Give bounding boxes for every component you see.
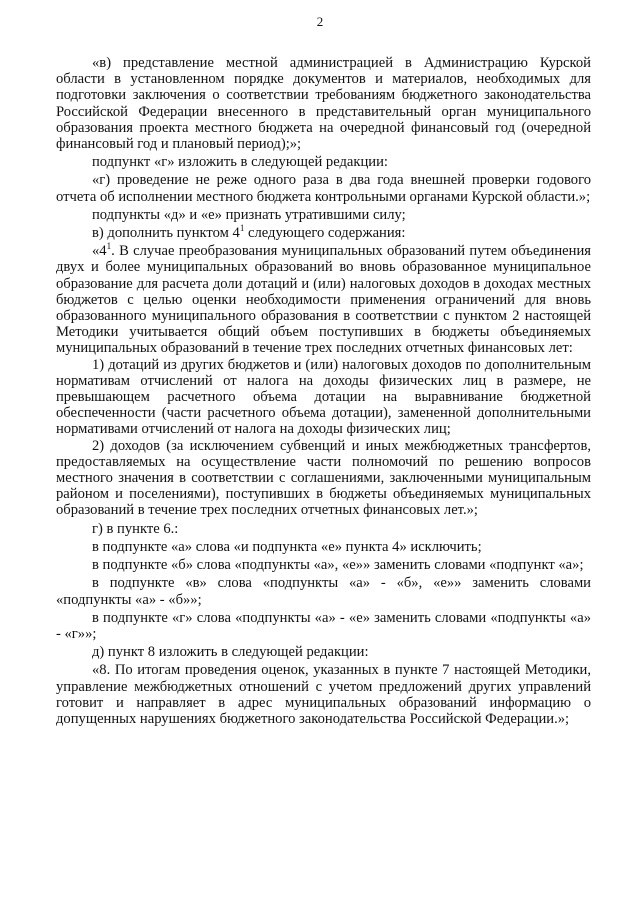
- paragraph-list-item-2: 2) доходов (за исключением субвенций и иных межбюджетных трансфертов, предоставляемых на осуществление части полномочий по решению вопросов местного значения в соответствии с соглашениями, заключенными муниципальным районом и поселениями), поступивших в бюджеты объединяемых муниципальных образований в течение трех последних отчетных финансовых лет.»;: [56, 437, 591, 519]
- paragraph-item-4-1-text: [56, 243, 591, 356]
- paragraph-item-g-in-point-6: г) в пункте 6.:: [92, 520, 179, 537]
- paragraph-subitem-g-instruction: подпункт «г» изложить в следующей редакции:: [92, 154, 388, 171]
- document-body: [56, 55, 591, 727]
- paragraph-point-8-text: «8. По итогам проведения оценок, указанных в пункте 7 настоящей Методики, управление межбюджетных отношений с учетом предложений других управлений готовит и направляет в адрес муниципальных образований информацию о допущенных нарушениях бюджетного законодательства Российской Федерации.»;: [56, 662, 591, 727]
- text-fragment: . В случае преобразования муниципальных образований путем объединения двух и более муниципальных образований во вновь образованное муниципальное образование для расчета доли дотаций и (или) налоговых доходов в доходах местных бюджетов с целью оценки необходимости применения ограничений для вновь образованного муниципального образования в соответствии с пунктом 2 настоящей Методики учитывается общий объем поступивших в бюджеты объединяемых муниципальных образований в течение трех последних отчетных финансовых лет:: [56, 243, 591, 357]
- paragraph-add-item-4-1: [56, 225, 591, 241]
- text-fragment: «4: [92, 243, 107, 260]
- text-fragment: в) дополнить пунктом 4: [92, 225, 240, 242]
- paragraph-list-item-1: 1) дотаций из других бюджетов и (или) налоговых доходов по дополнительным нормативам отчислений от налога на доходы физических лиц в размере, не превышающем расчетного объема дотации на выравнивание бюджетной обеспеченности (части расчетного объема дотации), замененной дополнительными нормативами отчислений от налога на доходы физических лиц;: [56, 356, 591, 438]
- superscript: 1: [106, 241, 112, 252]
- paragraph-amend-subitem-a: в подпункте «а» слова «и подпункта «е» пункта 4» исключить;: [92, 538, 482, 555]
- paragraph-item-d-point-8: д) пункт 8 изложить в следующей редакции:: [92, 644, 369, 661]
- text-fragment: следующего содержания:: [244, 225, 406, 242]
- paragraph-subitems-d-e-repeal: подпункты «д» и «е» признать утратившими силу;: [92, 206, 406, 223]
- paragraph-subitem-g-text: «г) проведение не реже одного раза в два года внешней проверки годового отчета об исполнении местного бюджета контрольными органами Курской области.»;: [56, 172, 591, 205]
- page-number: 2: [316, 14, 324, 29]
- paragraph-amend-subitem-v: в подпункте «в» слова «подпункты «а» - «б», «е»» заменить словами «подпункты «а» - «б»»;: [56, 575, 591, 608]
- paragraph-amend-subitem-g: в подпункте «г» слова «подпункты «а» - «е» заменить словами «подпункты «а» - «г»»;: [56, 609, 591, 642]
- paragraph-subitem-v-text: «в) представление местной администрацией в Администрацию Курской области в установленном порядке документов и материалов, необходимых для подготовки заключения о соответствии требованиям бюджетного законодательства Российской Федерации внесенного в представительный орган муниципального образования проекта местного бюджета на очередной финансовый год (очередной финансовый год и плановый период);»;: [56, 55, 591, 153]
- paragraph-amend-subitem-b: в подпункте «б» слова «подпункты «а», «е»» заменить словами «подпункт «а»;: [92, 557, 584, 574]
- superscript: 1: [239, 223, 245, 234]
